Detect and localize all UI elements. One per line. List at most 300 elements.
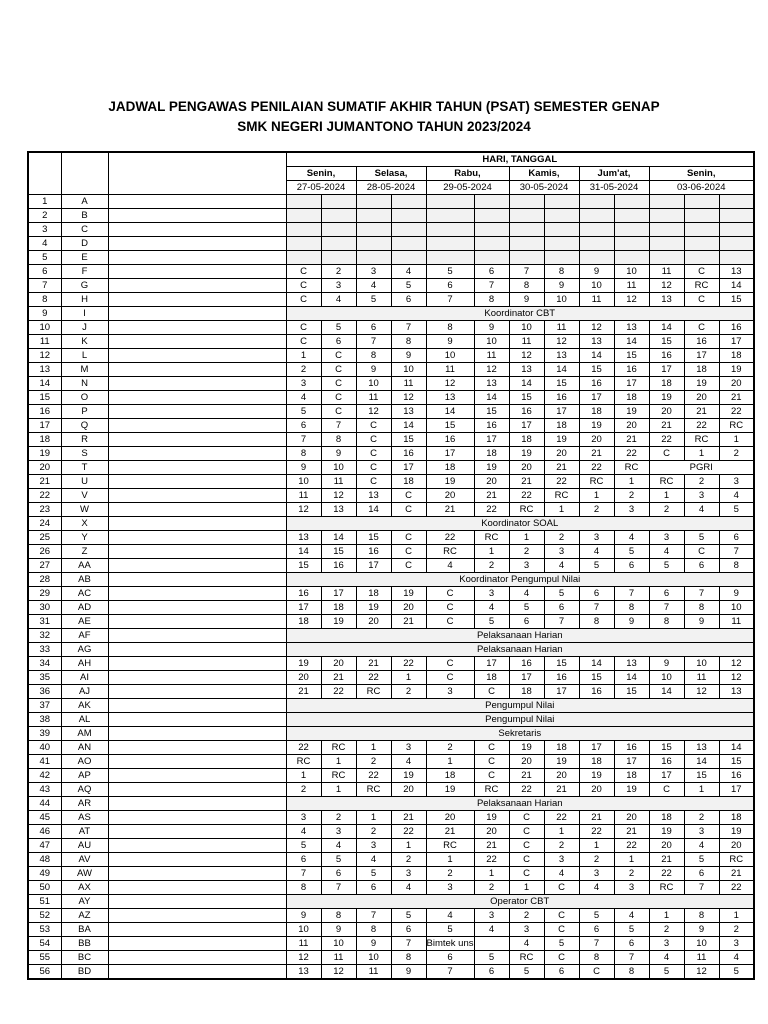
row-number-cell: 30: [28, 601, 61, 615]
schedule-cell: 6: [474, 965, 509, 980]
schedule-cell: 17: [719, 783, 754, 797]
schedule-cell: 15: [614, 685, 649, 699]
table-row: [28, 713, 754, 727]
schedule-cell: 8: [356, 923, 391, 937]
table-row: [28, 685, 754, 699]
schedule-cell: [356, 251, 391, 265]
schedule-cell: C: [391, 531, 426, 545]
schedule-cell: 8: [321, 433, 356, 447]
schedule-cell: C: [579, 965, 614, 980]
row-number-cell: 28: [28, 573, 61, 587]
schedule-cell: RC: [684, 433, 719, 447]
schedule-cell: 7: [391, 321, 426, 335]
schedule-cell: 16: [579, 685, 614, 699]
row-code-cell: AO: [61, 755, 108, 769]
schedule-cell: 21: [614, 433, 649, 447]
schedule-cell: 6: [286, 853, 321, 867]
schedule-cell: 11: [684, 671, 719, 685]
row-name-cell: [108, 895, 286, 909]
row-name-cell: [108, 237, 286, 251]
schedule-cell: 19: [649, 391, 684, 405]
schedule-cell: 3: [391, 867, 426, 881]
schedule-cell: 12: [719, 657, 754, 671]
schedule-cell: 20: [649, 839, 684, 853]
table-row: [28, 307, 754, 321]
table-row: [28, 867, 754, 881]
table-row: [28, 391, 754, 405]
row-number-cell: 26: [28, 545, 61, 559]
schedule-cell: 10: [474, 335, 509, 349]
row-name-cell: [108, 307, 286, 321]
table-row: [28, 433, 754, 447]
schedule-cell: 3: [426, 685, 474, 699]
schedule-cell: 10: [321, 461, 356, 475]
schedule-cell: 18: [544, 419, 579, 433]
schedule-cell: 20: [391, 783, 426, 797]
schedule-cell: 21: [474, 839, 509, 853]
schedule-cell: 5: [684, 531, 719, 545]
schedule-cell: 17: [426, 447, 474, 461]
schedule-cell: 2: [579, 853, 614, 867]
schedule-cell: 6: [426, 951, 474, 965]
schedule-cell: 11: [684, 951, 719, 965]
schedule-cell: 6: [426, 279, 474, 293]
schedule-cell: 7: [474, 279, 509, 293]
schedule-cell: 19: [509, 447, 544, 461]
schedule-cell: 15: [719, 755, 754, 769]
row-name-cell: [108, 923, 286, 937]
schedule-cell: [544, 209, 579, 223]
schedule-cell: [391, 251, 426, 265]
row-name-cell: [108, 321, 286, 335]
schedule-cell: 1: [356, 741, 391, 755]
schedule-cell: 1: [426, 755, 474, 769]
row-name-cell: [108, 629, 286, 643]
table-row: [28, 447, 754, 461]
schedule-cell: 1: [579, 839, 614, 853]
schedule-cell: 5: [321, 321, 356, 335]
schedule-cell: 7: [614, 951, 649, 965]
row-code-cell: AP: [61, 769, 108, 783]
schedule-cell: 1: [614, 853, 649, 867]
schedule-cell: 3: [614, 503, 649, 517]
schedule-cell: 13: [544, 349, 579, 363]
schedule-cell: [426, 209, 474, 223]
schedule-cell: 17: [509, 419, 544, 433]
schedule-cell: 6: [474, 265, 509, 279]
day-date: 03-06-2024: [649, 181, 754, 195]
schedule-cell: 15: [684, 769, 719, 783]
row-code-cell: P: [61, 405, 108, 419]
schedule-cell: [684, 223, 719, 237]
row-name-cell: [108, 447, 286, 461]
schedule-cell: 8: [286, 447, 321, 461]
schedule-cell: 21: [391, 811, 426, 825]
schedule-cell: 13: [474, 377, 509, 391]
row-number-cell: 37: [28, 699, 61, 713]
row-code-cell: AW: [61, 867, 108, 881]
schedule-cell: 16: [649, 349, 684, 363]
row-number-cell: 48: [28, 853, 61, 867]
schedule-cell: C: [544, 881, 579, 895]
row-name-cell: [108, 713, 286, 727]
schedule-cell: 9: [614, 615, 649, 629]
table-row: [28, 699, 754, 713]
schedule-cell: 16: [356, 545, 391, 559]
schedule-cell: 6: [356, 321, 391, 335]
schedule-cell: 18: [426, 461, 474, 475]
row-number-cell: 6: [28, 265, 61, 279]
schedule-cell: 4: [649, 545, 684, 559]
schedule-cell: 21: [719, 867, 754, 881]
schedule-cell: [579, 251, 614, 265]
row-number-cell: 24: [28, 517, 61, 531]
schedule-cell: 17: [391, 461, 426, 475]
schedule-cell: C: [356, 419, 391, 433]
row-code-cell: X: [61, 517, 108, 531]
schedule-cell: [426, 223, 474, 237]
schedule-cell: 17: [474, 657, 509, 671]
schedule-cell: RC: [544, 489, 579, 503]
table-row: [28, 419, 754, 433]
table-row: [28, 615, 754, 629]
schedule-cell: 18: [356, 587, 391, 601]
table-row: [28, 937, 754, 951]
schedule-cell: 9: [286, 909, 321, 923]
schedule-cell: 15: [426, 419, 474, 433]
schedule-cell: [649, 251, 684, 265]
row-code-cell: AG: [61, 643, 108, 657]
schedule-cell: [391, 237, 426, 251]
schedule-cell: 4: [544, 867, 579, 881]
schedule-cell: 17: [719, 335, 754, 349]
row-name-cell: [108, 937, 286, 951]
row-code-cell: E: [61, 251, 108, 265]
row-name-cell: [108, 461, 286, 475]
schedule-cell: 4: [391, 755, 426, 769]
row-code-cell: AC: [61, 587, 108, 601]
schedule-cell: 6: [509, 615, 544, 629]
schedule-cell: 11: [614, 279, 649, 293]
row-number-cell: 46: [28, 825, 61, 839]
schedule-cell: 3: [474, 909, 509, 923]
role-span-cell: PGRI: [649, 461, 754, 475]
schedule-cell: 4: [321, 293, 356, 307]
schedule-cell: 4: [321, 839, 356, 853]
schedule-cell: 4: [544, 559, 579, 573]
schedule-cell: 6: [321, 335, 356, 349]
schedule-cell: 21: [286, 685, 321, 699]
row-name-cell: [108, 965, 286, 980]
schedule-cell: 4: [286, 391, 321, 405]
schedule-cell: 3: [614, 881, 649, 895]
table-row: [28, 461, 754, 475]
day-name: Jum'at,: [579, 167, 649, 181]
schedule-cell: 1: [321, 783, 356, 797]
row-number-cell: 43: [28, 783, 61, 797]
schedule-cell: C: [286, 265, 321, 279]
schedule-cell: 7: [684, 881, 719, 895]
role-span-cell: Pengumpul Nilai: [286, 713, 754, 727]
schedule-cell: [474, 237, 509, 251]
row-code-cell: AR: [61, 797, 108, 811]
schedule-cell: [579, 223, 614, 237]
schedule-cell: 20: [544, 447, 579, 461]
schedule-cell: 4: [509, 587, 544, 601]
role-span-cell: Operator CBT: [286, 895, 754, 909]
row-name-cell: [108, 349, 286, 363]
schedule-cell: 1: [321, 755, 356, 769]
table-row: [28, 503, 754, 517]
schedule-cell: 4: [356, 279, 391, 293]
schedule-cell: 18: [614, 391, 649, 405]
schedule-cell: 17: [614, 377, 649, 391]
schedule-cell: 18: [474, 447, 509, 461]
schedule-cell: RC: [474, 783, 509, 797]
schedule-cell: C: [474, 741, 509, 755]
schedule-cell: 2: [426, 867, 474, 881]
schedule-cell: RC: [509, 503, 544, 517]
schedule-cell: [509, 195, 544, 209]
table-row: [28, 265, 754, 279]
schedule-cell: 17: [649, 769, 684, 783]
table-row: [28, 909, 754, 923]
row-code-cell: L: [61, 349, 108, 363]
schedule-cell: 3: [544, 853, 579, 867]
row-code-cell: AH: [61, 657, 108, 671]
schedule-cell: 5: [509, 601, 544, 615]
day-name: Rabu,: [426, 167, 509, 181]
row-name-cell: [108, 489, 286, 503]
schedule-cell: 12: [286, 951, 321, 965]
schedule-cell: 4: [474, 923, 509, 937]
row-code-cell: J: [61, 321, 108, 335]
row-code-cell: D: [61, 237, 108, 251]
schedule-cell: 19: [474, 811, 509, 825]
schedule-cell: 7: [579, 937, 614, 951]
row-code-cell: K: [61, 335, 108, 349]
table-row: [28, 363, 754, 377]
schedule-cell: [719, 223, 754, 237]
row-name-cell: [108, 797, 286, 811]
row-code-cell: BC: [61, 951, 108, 965]
schedule-cell: 2: [286, 363, 321, 377]
row-code-cell: AS: [61, 811, 108, 825]
schedule-cell: 2: [649, 503, 684, 517]
schedule-cell: 8: [391, 335, 426, 349]
schedule-cell: RC: [356, 685, 391, 699]
schedule-cell: [474, 209, 509, 223]
page-title: JADWAL PENGAWAS PENILAIAN SUMATIF AKHIR TAHUN (PSAT) SEMESTER GENAP: [108, 99, 660, 114]
schedule-cell: 12: [474, 363, 509, 377]
schedule-cell: 9: [391, 965, 426, 980]
schedule-cell: 5: [356, 867, 391, 881]
schedule-cell: C: [286, 293, 321, 307]
schedule-cell: [579, 195, 614, 209]
schedule-cell: 20: [719, 377, 754, 391]
schedule-cell: 2: [391, 685, 426, 699]
table-row: [28, 293, 754, 307]
schedule-cell: 18: [321, 601, 356, 615]
schedule-cell: 5: [719, 503, 754, 517]
schedule-cell: 3: [356, 839, 391, 853]
row-code-cell: U: [61, 475, 108, 489]
row-number-cell: 11: [28, 335, 61, 349]
row-name-cell: [108, 587, 286, 601]
schedule-cell: 17: [614, 755, 649, 769]
schedule-cell: C: [684, 265, 719, 279]
schedule-cell: 17: [286, 601, 321, 615]
schedule-cell: 3: [356, 265, 391, 279]
schedule-cell: 4: [356, 853, 391, 867]
schedule-cell: 9: [544, 279, 579, 293]
schedule-cell: 3: [719, 937, 754, 951]
table-row: [28, 349, 754, 363]
row-name-cell: [108, 825, 286, 839]
schedule-cell: 12: [391, 391, 426, 405]
row-number-cell: 18: [28, 433, 61, 447]
row-code-cell: Q: [61, 419, 108, 433]
table-row: [28, 853, 754, 867]
schedule-cell: 11: [579, 293, 614, 307]
schedule-cell: 21: [426, 825, 474, 839]
schedule-cell: RC: [286, 755, 321, 769]
table-row: [28, 727, 754, 741]
schedule-cell: 19: [719, 363, 754, 377]
schedule-cell: 4: [719, 951, 754, 965]
row-code-cell: G: [61, 279, 108, 293]
schedule-cell: C: [544, 951, 579, 965]
header-no-cell: [28, 152, 61, 195]
schedule-cell: 22: [474, 503, 509, 517]
schedule-cell: [544, 251, 579, 265]
schedule-cell: RC: [356, 783, 391, 797]
schedule-cell: 11: [356, 391, 391, 405]
row-code-cell: BD: [61, 965, 108, 980]
schedule-cell: 20: [719, 839, 754, 853]
schedule-cell: 15: [321, 545, 356, 559]
schedule-cell: 4: [684, 839, 719, 853]
schedule-cell: 2: [544, 531, 579, 545]
schedule-cell: 6: [614, 559, 649, 573]
schedule-cell: 1: [474, 867, 509, 881]
row-name-cell: [108, 433, 286, 447]
schedule-cell: 13: [614, 657, 649, 671]
schedule-cell: 1: [509, 531, 544, 545]
day-date: 29-05-2024: [426, 181, 509, 195]
schedule-cell: 13: [719, 265, 754, 279]
schedule-cell: 14: [356, 503, 391, 517]
schedule-cell: 8: [391, 951, 426, 965]
schedule-cell: 1: [684, 783, 719, 797]
schedule-cell: 3: [719, 475, 754, 489]
row-name-cell: [108, 699, 286, 713]
schedule-cell: 11: [544, 321, 579, 335]
schedule-cell: 2: [719, 923, 754, 937]
schedule-cell: 1: [579, 489, 614, 503]
schedule-cell: [391, 223, 426, 237]
schedule-cell: 3: [684, 825, 719, 839]
schedule-cell: 3: [391, 741, 426, 755]
schedule-cell: 17: [544, 405, 579, 419]
schedule-cell: 21: [474, 489, 509, 503]
schedule-cell: 8: [649, 615, 684, 629]
row-number-cell: 51: [28, 895, 61, 909]
table-row: [28, 237, 754, 251]
schedule-cell: 11: [286, 937, 321, 951]
schedule-cell: 9: [684, 615, 719, 629]
row-number-cell: 15: [28, 391, 61, 405]
schedule-cell: 22: [579, 461, 614, 475]
row-number-cell: 39: [28, 727, 61, 741]
row-name-cell: [108, 503, 286, 517]
schedule-cell: 11: [426, 363, 474, 377]
page-subtitle: SMK NEGERI JUMANTONO TAHUN 2023/2024: [237, 119, 531, 134]
schedule-cell: 12: [649, 279, 684, 293]
row-code-cell: AV: [61, 853, 108, 867]
schedule-cell: 18: [719, 349, 754, 363]
schedule-cell: 9: [509, 293, 544, 307]
schedule-cell: 7: [321, 419, 356, 433]
table-row: [28, 839, 754, 853]
schedule-cell: 14: [649, 321, 684, 335]
schedule-cell: [391, 209, 426, 223]
row-name-cell: [108, 657, 286, 671]
row-code-cell: A: [61, 195, 108, 209]
schedule-cell: 9: [474, 321, 509, 335]
schedule-cell: 11: [509, 335, 544, 349]
schedule-cell: RC: [321, 741, 356, 755]
schedule-cell: 5: [474, 615, 509, 629]
row-number-cell: 40: [28, 741, 61, 755]
schedule-cell: 15: [544, 377, 579, 391]
row-number-cell: 5: [28, 251, 61, 265]
schedule-cell: [286, 251, 321, 265]
schedule-cell: 5: [579, 909, 614, 923]
schedule-cell: 7: [579, 601, 614, 615]
schedule-cell: 10: [509, 321, 544, 335]
row-number-cell: 44: [28, 797, 61, 811]
row-code-cell: AL: [61, 713, 108, 727]
schedule-cell: 11: [391, 377, 426, 391]
schedule-cell: 22: [614, 447, 649, 461]
row-number-cell: 14: [28, 377, 61, 391]
schedule-cell: [614, 209, 649, 223]
schedule-cell: [321, 237, 356, 251]
row-code-cell: N: [61, 377, 108, 391]
schedule-cell: 16: [474, 419, 509, 433]
row-code-cell: AX: [61, 881, 108, 895]
schedule-cell: 14: [474, 391, 509, 405]
schedule-cell: C: [509, 867, 544, 881]
schedule-cell: [286, 195, 321, 209]
schedule-cell: 3: [286, 811, 321, 825]
schedule-cell: 16: [684, 335, 719, 349]
schedule-cell: 3: [509, 923, 544, 937]
schedule-cell: 16: [321, 559, 356, 573]
schedule-cell: 14: [286, 545, 321, 559]
schedule-cell: 1: [391, 839, 426, 853]
schedule-cell: C: [356, 461, 391, 475]
schedule-cell: [474, 195, 509, 209]
schedule-cell: 9: [391, 349, 426, 363]
schedule-cell: 19: [321, 615, 356, 629]
row-name-cell: [108, 867, 286, 881]
schedule-cell: 15: [579, 363, 614, 377]
schedule-cell: C: [426, 615, 474, 629]
schedule-cell: 14: [509, 377, 544, 391]
schedule-cell: [719, 237, 754, 251]
